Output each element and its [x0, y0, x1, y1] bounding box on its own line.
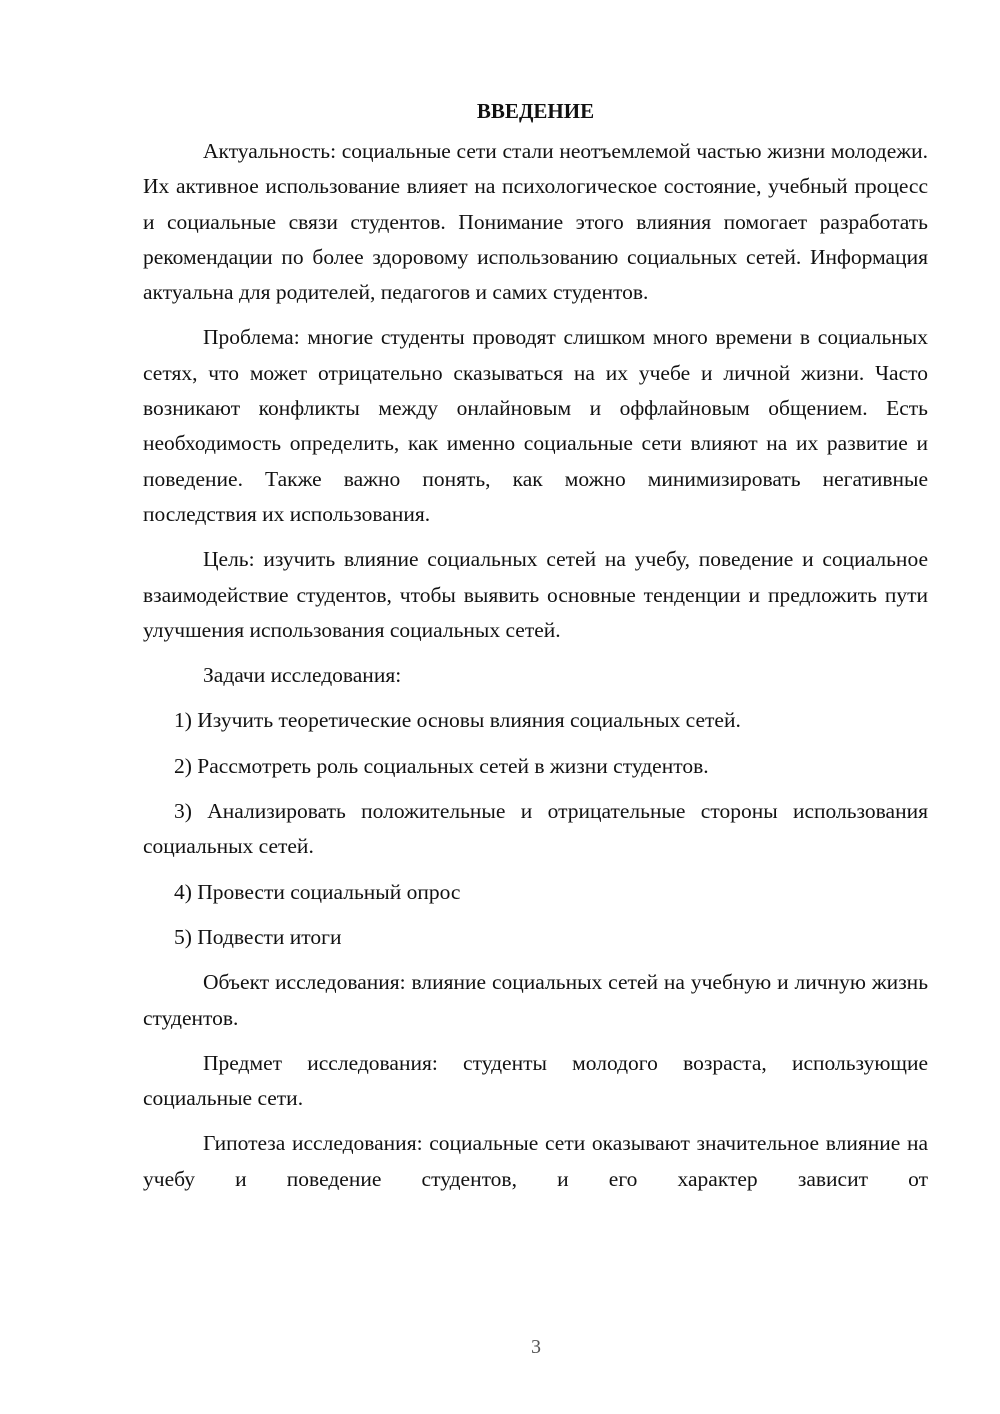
paragraph-relevance: Актуальность: социальные сети стали неотъемлемой частью жизни молодежи. Их активное использование влияет на психологическое состояние, учебный процесс и социальные связи студентов. Понимание этого влияния помогает разработать рекомендации по более здоровому использованию социальных сетей. Информация актуальна для родителей, педагогов и самих студентов.: [143, 139, 928, 305]
paragraph-subject: Предмет исследования: студенты молодого возраста, использующие социальные сети.: [143, 1050, 928, 1111]
document-page: [143, 96, 928, 1197]
paragraph-goal: Цель: изучить влияние социальных сетей на учебу, поведение и социальное взаимодействие студентов, чтобы выявить основные тенденции и предложить пути улучшения использования социальных сетей.: [143, 547, 928, 642]
task-item-4: 4) Провести социальный опрос: [174, 879, 461, 904]
task-item-5: 5) Подвести итоги: [174, 924, 342, 949]
section-heading: ВВЕДЕНИЕ: [476, 99, 595, 123]
tasks-heading: Задачи исследования:: [203, 663, 402, 688]
paragraph-object: Объект исследования: влияние социальных сетей на учебную и личную жизнь студентов.: [143, 970, 928, 1030]
paragraph-hypothesis: Гипотеза исследования: социальные сети оказывают значительное влияние на учебу и поведение студентов, и его характер зависит от: [143, 1131, 928, 1191]
paragraph-problem: Проблема: многие студенты проводят слишком много времени в социальных сетях, что может отрицательно сказываться на их учебе и личной жизни. Часто возникают конфликты между онлайновым и оффлайновым общением. Есть необходимость определить, как именно социальные сети влияют на их развитие и поведение. Также важно понять, как можно минимизировать негативные последствия их использования.: [143, 325, 928, 526]
task-item-3: 3) Анализировать положительные и отрицательные стороны использования социальных сетей.: [143, 799, 928, 859]
page-number: 3: [531, 1336, 541, 1358]
task-item-2: 2) Рассмотреть роль социальных сетей в жизни студентов.: [174, 753, 709, 778]
task-item-1: 1) Изучить теоретические основы влияния социальных сетей.: [174, 708, 741, 733]
